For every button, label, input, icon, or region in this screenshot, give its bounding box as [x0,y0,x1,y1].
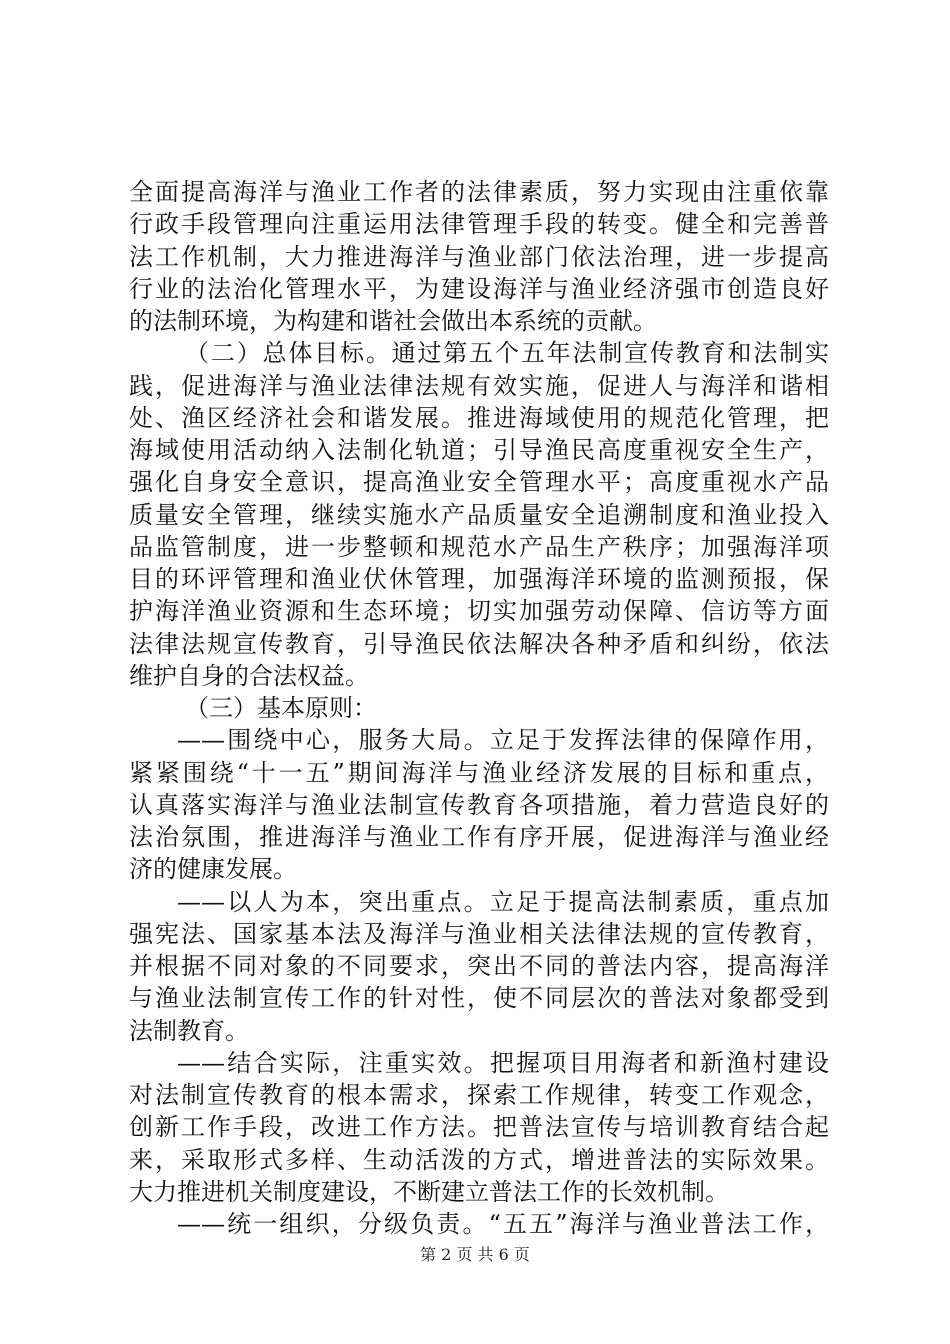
text-line: 并根据不同对象的不同要求，突出不同的普法内容，提高海洋 [129,952,829,980]
text-line: 创新工作手段，改进工作方法。把普法宣传与培训教育结合起 [129,1113,829,1142]
text-line: 践，促进海洋与渔业法律法规有效实施，促进人与海洋和谐相 [129,371,829,400]
text-line: 强宪法、国家基本法及海洋与渔业相关法律法规的宣传教育， [129,919,829,948]
text-line: 维护自身的合法权益。 [129,661,369,690]
text-line: 紧紧围绕“十一五”期间海洋与渔业经济发展的目标和重点， [129,758,829,787]
text-line: 大力推进机关制度建设，不断建立普法工作的长效机制。 [129,1177,729,1206]
text-line: 护海洋渔业资源和生态环境；切实加强劳动保障、信访等方面 [129,597,829,626]
text-line: 全面提高海洋与渔业工作者的法律素质，努力实现由注重依靠 [129,178,829,206]
text-line: 与渔业法制宣传工作的针对性，使不同层次的普法对象都受到 [129,984,829,1013]
principle-line: ——结合实际，注重实效。把握项目用海者和新渔村建设 [177,1048,829,1077]
text-line: 法工作机制，大力推进海洋与渔业部门依法治理，进一步提高 [129,242,829,271]
section-heading-line: （三）基本原则： [185,694,377,722]
text-line: 的法制环境，为构建和谐社会做出本系统的贡献。 [129,307,657,335]
document-body [129,176,829,1240]
text-line: 法制教育。 [129,1016,249,1045]
text-line: 海域使用活动纳入法制化轨道；引导渔民高度重视安全生产， [129,436,829,464]
text-line: 目的环评管理和渔业伏休管理，加强海洋环境的监测预报，保 [129,565,829,593]
text-line: 行业的法治化管理水平，为建设海洋与渔业经济强市创造良好 [129,274,829,303]
text-line: 认真落实海洋与渔业法制宣传教育各项措施，着力营造良好的 [129,790,829,819]
principle-line: ——围绕中心，服务大局。立足于发挥法律的保障作用， [177,726,829,755]
principle-line: ——统一组织，分级负责。“五五”海洋与渔业普法工作， [177,1210,829,1238]
text-line: 品监管制度，进一步整顿和规范水产品生产秩序；加强海洋项 [129,532,829,561]
text-line: 处、渔区经济社会和谐发展。推进海域使用的规范化管理，把 [129,403,829,432]
principle-line: ——以人为本，突出重点。立足于提高法制素质，重点加 [177,887,829,916]
text-line: 对法制宣传教育的根本需求，探索工作规律，转变工作观念， [129,1081,829,1109]
section-heading-line: （二）总体目标。通过第五个五年法制宣传教育和法制实 [185,339,829,368]
text-line: 来，采取形式多样、生动活泼的方式，增进普法的实际效果。 [129,1145,829,1174]
text-line: 行政手段管理向注重运用法律管理手段的转变。健全和完善普 [129,210,829,239]
page-number-footer: 第 2 页 共 6 页 [420,1245,530,1264]
text-line: 法治氛围，推进海洋与渔业工作有序开展，促进海洋与渔业经 [129,823,829,851]
text-line: 法律法规宣传教育，引导渔民依法解决各种矛盾和纠纷，依法 [129,629,829,658]
text-line: 强化自身安全意识，提高渔业安全管理水平；高度重视水产品 [129,468,829,497]
text-line: 质量安全管理，继续实施水产品质量安全追溯制度和渔业投入 [129,500,829,529]
text-line: 济的健康发展。 [129,855,297,884]
